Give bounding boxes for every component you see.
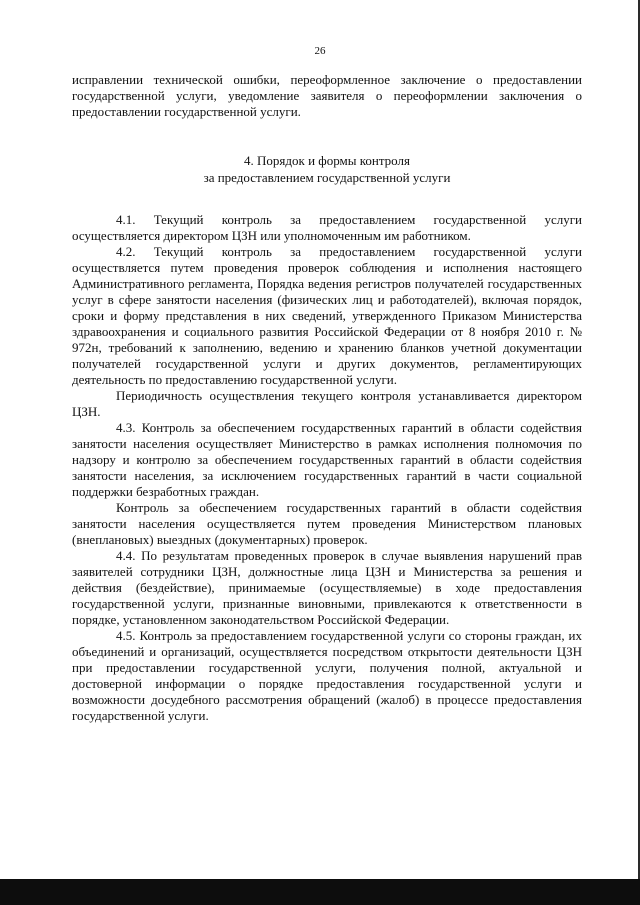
paragraph-control-method: Контроль за обеспечением государственных гарантий в области содействия занятости населения осуществляется путем проведения Министерством плановых (внеплановых) выездных (документарных) проверок. xyxy=(72,500,582,547)
paragraph-4-1: 4.1. Текущий контроль за предоставлением государственной услуги осуществляется директором ЦЗН или уполномоченным им работником. xyxy=(72,212,582,243)
section-title-line-2: за предоставлением государственной услуги xyxy=(203,170,451,185)
section-heading xyxy=(72,152,582,186)
intro-paragraph: исправлении технической ошибки, переоформленное заключение о предоставлении государственной услуги, уведомление заявителя о переоформлении заключения о предоставлении государственной услуги. xyxy=(72,72,582,119)
scan-edge-bottom xyxy=(0,879,640,905)
section-title-line-1: 4. Порядок и формы контроля xyxy=(244,153,410,168)
paragraph-4-5: 4.5. Контроль за предоставлением государственной услуги со стороны граждан, их объединений и организаций, осуществляется посредством открытости деятельности ЦЗН при предоставлении государственной услуги, получения полной, актуальной и достоверной информации о порядке предоставления государственной услуги и возможности досудебного рассмотрения обращений (жалоб) в процессе предоставления государственной услуги. xyxy=(72,628,582,723)
paragraph-periodicity: Периодичность осуществления текущего контроля устанавливается директором ЦЗН. xyxy=(72,388,582,419)
page-number: 26 xyxy=(314,45,326,57)
document-body xyxy=(72,72,582,724)
paragraph-4-3: 4.3. Контроль за обеспечением государственных гарантий в области содействия занятости населения осуществляет Министерство в рамках исполнения полномочия по надзору и контролю за обеспечением государственных гарантий в области содействия занятости населения, за исключением государственных гарантий в части социальной поддержки безработных граждан. xyxy=(72,420,582,499)
paragraph-4-2: 4.2. Текущий контроль за предоставлением государственной услуги осуществляется путем проведения проверок соблюдения и исполнения настоящего Административного регламента, Порядка ведения регистров получателей государственных услуг в сфере занятости населения (физических лиц и работодателей), включая порядок, сроки и форму представления в них сведений, утвержденного Приказом Министерства здравоохранения и социального развития Российской Федерации от 8 ноября 2010 г. № 972н, требований к заполнению, ведению и хранению бланков учетной документации получателей государственной услуги и других документов, регламентирующих деятельность по предоставлению государственной услуги. xyxy=(72,244,582,387)
paragraph-4-4: 4.4. По результатам проведенных проверок в случае выявления нарушений прав заявителей сотрудники ЦЗН, должностные лица ЦЗН и Министерства за решения и действия (бездействие), принимаемые (осуществляемые) в ходе предоставления государственной услуги, признанные виновными, привлекаются к ответственности в порядке, установленном законодательством Российской Федерации. xyxy=(72,548,582,627)
